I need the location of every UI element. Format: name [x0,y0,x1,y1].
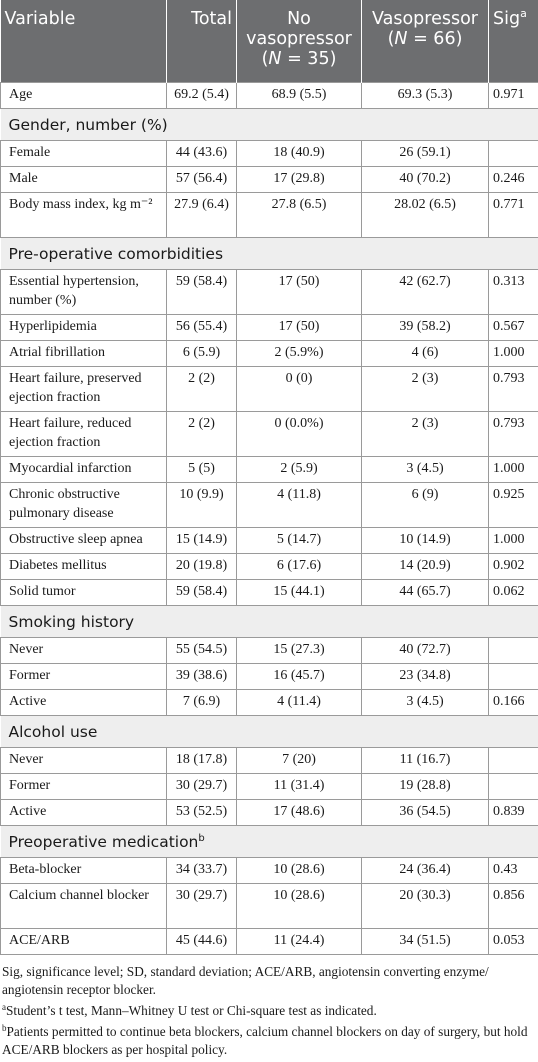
cell-vasopressor: 69.3 (5.3) [362,83,489,109]
cell-total: 18 (17.8) [167,748,237,774]
header-no-vasopressor-line1: No [241,9,357,29]
cell-total: 30 (29.7) [167,774,237,800]
cell-vasopressor: 23 (34.8) [362,664,489,690]
cell-total: 15 (14.9) [167,528,237,554]
table-row [1,884,538,929]
table-row [1,774,538,800]
cell-sig: 0.902 [489,554,538,580]
header-variable: Variable [1,0,167,83]
header-no-vasopressor-line2: vasopressor [241,29,357,49]
cell-variable: Female [1,141,167,167]
cell-variable: Essential hypertension, number (%) [1,270,167,315]
table-row [1,929,538,955]
cell-variable: Hyperlipidemia [1,315,167,341]
cell-vasopressor: 6 (9) [362,483,489,528]
cell-no-vasopressor: 17 (50) [237,315,362,341]
cell-total: 2 (2) [167,367,237,412]
cell-sig: 0.925 [489,483,538,528]
cell-no-vasopressor: 15 (27.3) [237,638,362,664]
cell-vasopressor: 40 (72.7) [362,638,489,664]
cell-vasopressor: 28.02 (6.5) [362,193,489,238]
cell-vasopressor: 44 (65.7) [362,580,489,606]
cell-vasopressor: 2 (3) [362,412,489,457]
cell-variable: Atrial fibrillation [1,341,167,367]
cell-vasopressor: 19 (28.8) [362,774,489,800]
cell-variable: Solid tumor [1,580,167,606]
footnote-marker-a: a [520,7,527,20]
cell-vasopressor: 20 (30.3) [362,884,489,929]
cell-vasopressor: 40 (70.2) [362,167,489,193]
header-vasopressor-n: (N = 66) [366,29,484,49]
cell-sig [489,664,538,690]
section-header-meds [1,826,538,858]
table-row [1,167,538,193]
cell-total: 34 (33.7) [167,858,237,884]
cell-total: 30 (29.7) [167,884,237,929]
cell-no-vasopressor: 18 (40.9) [237,141,362,167]
section-title: Smoking history [1,606,538,638]
cell-no-vasopressor: 17 (29.8) [237,167,362,193]
cell-total: 53 (52.5) [167,800,237,826]
table-row [1,554,538,580]
cell-total: 57 (56.4) [167,167,237,193]
cell-no-vasopressor: 5 (14.7) [237,528,362,554]
cell-variable: ACE/ARB [1,929,167,955]
table-row [1,580,538,606]
cell-variable: Never [1,748,167,774]
cell-total: 10 (9.9) [167,483,237,528]
table-row [1,638,538,664]
cell-no-vasopressor: 2 (5.9) [237,457,362,483]
cell-total: 44 (43.6) [167,141,237,167]
footnote-marker-b: b [198,833,204,844]
cell-sig: 0.771 [489,193,538,238]
cell-vasopressor: 4 (6) [362,341,489,367]
table-row [1,528,538,554]
cell-sig: 0.166 [489,690,538,716]
cell-sig: 1.000 [489,457,538,483]
cell-sig: 0.971 [489,83,538,109]
header-no-vasopressor-n: (N = 35) [241,49,357,69]
cell-sig: 0.246 [489,167,538,193]
cell-variable: Heart failure, reduced ejection fraction [1,412,167,457]
table-row [1,193,538,238]
header-vasopressor-line1: Vasopressor [366,9,484,29]
cell-vasopressor: 11 (16.7) [362,748,489,774]
cell-sig [489,774,538,800]
cell-variable: Beta-blocker [1,858,167,884]
cell-total: 69.2 (5.4) [167,83,237,109]
cell-total: 56 (55.4) [167,315,237,341]
cell-variable: Myocardial infarction [1,457,167,483]
cell-variable: Active [1,800,167,826]
table-row [1,270,538,315]
table-row [1,412,538,457]
cell-no-vasopressor: 17 (50) [237,270,362,315]
footnote-b: $^b$Patients permitted to continue beta blockers, calcium channel blockers on day of surgery, but hold ACE/ARB blockers as per hospital policy. [2,1023,536,1059]
cell-variable: Heart failure, preserved ejection fraction [1,367,167,412]
cell-sig: 1.000 [489,528,538,554]
cell-sig: 1.000 [489,341,538,367]
section-title: Gender, number (%) [1,109,538,141]
cell-total: 39 (38.6) [167,664,237,690]
table-row [1,483,538,528]
header-total: Total [167,0,237,83]
section-title: Alcohol use [1,716,538,748]
cell-total: 7 (6.9) [167,690,237,716]
cell-sig: 0.313 [489,270,538,315]
cell-sig [489,638,538,664]
cell-vasopressor: 14 (20.9) [362,554,489,580]
table-row [1,315,538,341]
cell-total: 45 (44.6) [167,929,237,955]
cell-no-vasopressor: 6 (17.6) [237,554,362,580]
footnote-a: $^a$Student’s t test, Mann–Whitney U test or Chi-square test as indicated. [2,1002,536,1020]
header-sig: Sig$^a$ [489,0,538,83]
cell-variable: Chronic obstructive pulmonary disease [1,483,167,528]
cell-no-vasopressor: 0 (0) [237,367,362,412]
cell-total: 20 (19.8) [167,554,237,580]
cell-total: 59 (58.4) [167,580,237,606]
table-row [1,83,538,109]
cell-no-vasopressor: 7 (20) [237,748,362,774]
table-row [1,858,538,884]
table-footnotes [0,955,538,1059]
table-row [1,800,538,826]
cell-no-vasopressor: 68.9 (5.5) [237,83,362,109]
cell-no-vasopressor: 11 (31.4) [237,774,362,800]
cell-no-vasopressor: 10 (28.6) [237,884,362,929]
section-header-alcohol [1,716,538,748]
cell-variable: Former [1,774,167,800]
table-header-row [1,0,538,83]
cell-variable: Former [1,664,167,690]
cell-vasopressor: 34 (51.5) [362,929,489,955]
table-row [1,664,538,690]
cell-sig: 0.062 [489,580,538,606]
footnote-abbreviations: Sig, significance level; SD, standard deviation; ACE/ARB, angiotensin converting enzyme/ angiotensin receptor blocker. [2,963,536,999]
cell-total: 55 (54.5) [167,638,237,664]
cell-no-vasopressor: 16 (45.7) [237,664,362,690]
cell-variable: Male [1,167,167,193]
section-header-gender [1,109,538,141]
cell-vasopressor: 39 (58.2) [362,315,489,341]
header-vasopressor [362,0,489,83]
section-header-comorb [1,238,538,270]
cell-sig: 0.793 [489,412,538,457]
header-no-vasopressor [237,0,362,83]
cell-no-vasopressor: 27.8 (6.5) [237,193,362,238]
cell-total: 6 (5.9) [167,341,237,367]
cell-variable: Obstructive sleep apnea [1,528,167,554]
table-row [1,367,538,412]
cell-no-vasopressor: 4 (11.4) [237,690,362,716]
cell-no-vasopressor: 11 (24.4) [237,929,362,955]
cell-sig: 0.053 [489,929,538,955]
cell-vasopressor: 2 (3) [362,367,489,412]
cell-vasopressor: 36 (54.5) [362,800,489,826]
cell-no-vasopressor: 2 (5.9%) [237,341,362,367]
cell-variable: Body mass index, kg m⁻² [1,193,167,238]
cell-sig: 0.839 [489,800,538,826]
cell-no-vasopressor: 4 (11.8) [237,483,362,528]
cell-vasopressor: 26 (59.1) [362,141,489,167]
cell-variable: Age [1,83,167,109]
cell-variable: Active [1,690,167,716]
cell-total: 59 (58.4) [167,270,237,315]
cell-total: 5 (5) [167,457,237,483]
cell-vasopressor: 42 (62.7) [362,270,489,315]
cell-no-vasopressor: 17 (48.6) [237,800,362,826]
cell-sig [489,748,538,774]
section-header-smoking [1,606,538,638]
cell-total: 2 (2) [167,412,237,457]
table-row [1,457,538,483]
table-row [1,690,538,716]
cell-no-vasopressor: 0 (0.0%) [237,412,362,457]
cell-vasopressor: 3 (4.5) [362,690,489,716]
cell-vasopressor: 24 (36.4) [362,858,489,884]
section-title: Preoperative medication$^b$ [1,826,538,858]
cell-variable: Calcium channel blocker [1,884,167,929]
table-body [1,83,538,955]
table-row [1,141,538,167]
cell-sig [489,141,538,167]
section-title: Pre-operative comorbidities [1,238,538,270]
cell-sig: 0.856 [489,884,538,929]
cell-no-vasopressor: 10 (28.6) [237,858,362,884]
table-row [1,341,538,367]
cell-sig: 0.43 [489,858,538,884]
cell-vasopressor: 10 (14.9) [362,528,489,554]
cell-total: 27.9 (6.4) [167,193,237,238]
table-row [1,748,538,774]
cell-variable: Never [1,638,167,664]
cell-variable: Diabetes mellitus [1,554,167,580]
cell-vasopressor: 3 (4.5) [362,457,489,483]
cell-no-vasopressor: 15 (44.1) [237,580,362,606]
cell-sig: 0.793 [489,367,538,412]
cell-sig: 0.567 [489,315,538,341]
